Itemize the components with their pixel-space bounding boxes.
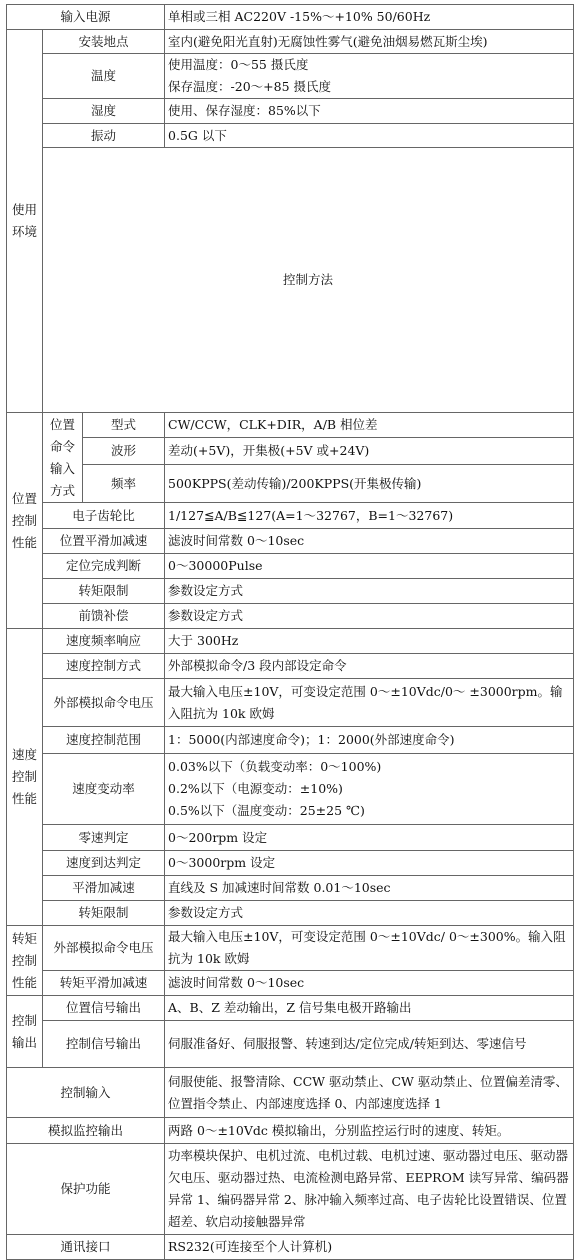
- label-torque-analog: 外部模拟命令电压: [43, 926, 165, 971]
- row-speed-range: [7, 727, 574, 754]
- value-speed-range: 1：5000(内部速度命令)；1：2000(外部速度命令): [165, 727, 574, 754]
- row-ctrl-signal: [7, 1021, 574, 1068]
- value-pos-complete: 0～30000Pulse: [165, 554, 574, 579]
- label-speed-torque-limit: 转矩限制: [43, 901, 165, 926]
- row-speed-mode: [7, 654, 574, 679]
- value-speed-reach: 0～3000rpm 设定: [165, 851, 574, 876]
- row-speed-torque-limit: [7, 901, 574, 926]
- label-speed-response: 速度频率响应: [43, 629, 165, 654]
- label-pos-type: 型式: [83, 413, 165, 438]
- row-ctrl-input: [7, 1068, 574, 1118]
- value-speed-smooth: 直线及 S 加减速时间常数 0.01～10sec: [165, 876, 574, 901]
- value-pos-wave: 差动(+5V)，开集极(+5V 或+24V): [165, 438, 574, 465]
- group-ctrl-output: 控制输出: [7, 996, 43, 1068]
- label-vibration: 振动: [43, 124, 165, 148]
- group-pos-cmd: 位置命令输入方式: [43, 413, 83, 503]
- value-pos-torque-limit: 参数设定方式: [165, 579, 574, 604]
- label-speed-reach: 速度到达判定: [43, 851, 165, 876]
- value-pos-feedforward: 参数设定方式: [165, 604, 574, 629]
- value-ctrl-input: 伺服使能、报警清除、CCW 驱动禁止、CW 驱动禁止、位置偏差清零、位置指令禁止、内部速度选择 0、内部速度选择 1: [165, 1068, 574, 1118]
- value-install: 室内(避免阳光直射)无腐蚀性雾气(避免油烟易燃瓦斯尘埃): [165, 30, 574, 54]
- value-pos-type: CW/CCW，CLK+DIR，A/B 相位差: [165, 413, 574, 438]
- group-env: 使用环境: [7, 30, 43, 413]
- row-pos-smooth: [7, 529, 574, 554]
- row-power: [7, 5, 574, 30]
- row-pos-type: [7, 413, 574, 438]
- row-speed-zero: [7, 825, 574, 851]
- value-monitor: 两路 0～±10Vdc 模拟输出，分别监控运行时的速度、转矩。: [165, 1118, 574, 1144]
- value-speed-analog: 最大输入电压±10V，可变设定范围 0～±10Vdc/0～ ±3000rpm。输入阻抗为 10k 欧姆: [165, 679, 574, 727]
- row-vibration: [7, 124, 574, 148]
- value-torque-smooth: 滤波时间常数 0～10sec: [165, 971, 574, 996]
- label-pos-smooth: 位置平滑加减速: [43, 529, 165, 554]
- variation-line-1: 0.03%以下（负载变动率：0～100%): [168, 759, 382, 774]
- row-install: [7, 30, 574, 54]
- row-pos-complete: [7, 554, 574, 579]
- row-protection: [7, 1144, 574, 1235]
- row-pos-gear: [7, 503, 574, 529]
- row-pos-torque-limit: [7, 579, 574, 604]
- value-protection: 功率模块保护、电机过流、电机过载、电机过速、驱动器过电压、驱动器欠电压、驱动器过热、电流检测电路异常、EEPROM 读写异常、编码器异常 1、编码器异常 2、脉冲输入频率过高、电子齿轮比设置错误、位置超差、软启动接触器异常: [165, 1144, 574, 1235]
- row-speed-reach: [7, 851, 574, 876]
- row-speed-smooth: [7, 876, 574, 901]
- label-monitor: 模拟监控输出: [7, 1118, 165, 1144]
- value-temp: [165, 54, 574, 99]
- label-pos-signal: 位置信号输出: [43, 996, 165, 1021]
- row-speed-variation: [7, 754, 574, 825]
- label-ctrl-signal: 控制信号输出: [43, 1021, 165, 1068]
- row-speed-analog: [7, 679, 574, 727]
- value-speed-torque-limit: 参数设定方式: [165, 901, 574, 926]
- row-pos-signal: [7, 996, 574, 1021]
- group-position: 位置控制性能: [7, 413, 43, 629]
- value-vibration: 0.5G 以下: [165, 124, 574, 148]
- value-speed-variation: [165, 754, 574, 825]
- value-comm: RS232(可连接至个人计算机): [165, 1235, 574, 1260]
- label-speed-analog: 外部模拟命令电压: [43, 679, 165, 727]
- row-monitor: [7, 1118, 574, 1144]
- label-install: 安装地点: [43, 30, 165, 54]
- label-speed-variation: 速度变动率: [43, 754, 165, 825]
- value-speed-response: 大于 300Hz: [165, 629, 574, 654]
- label-power: 输入电源: [7, 5, 165, 30]
- row-control-method: [7, 148, 574, 413]
- label-ctrl-input: 控制输入: [7, 1068, 165, 1118]
- label-speed-smooth: 平滑加减速: [43, 876, 165, 901]
- row-humidity: [7, 99, 574, 124]
- row-torque-smooth: [7, 971, 574, 996]
- label-comm: 通讯接口: [7, 1235, 165, 1260]
- value-pos-freq: 500KPPS(差动传输)/200KPPS(开集极传输): [165, 465, 574, 503]
- label-torque-smooth: 转矩平滑加减速: [43, 971, 165, 996]
- row-pos-freq: [7, 465, 574, 503]
- label-pos-freq: 频率: [83, 465, 165, 503]
- value-speed-mode: 外部模拟命令/3 段内部设定命令: [165, 654, 574, 679]
- variation-line-2: 0.2%以下（电源变动：±10%): [168, 781, 343, 796]
- row-torque-analog: [7, 926, 574, 971]
- value-power: 单相或三相 AC220V -15%～+10% 50/60Hz: [165, 5, 574, 30]
- label-control-method: 控制方法: [43, 148, 574, 413]
- row-pos-feedforward: [7, 604, 574, 629]
- label-protection: 保护功能: [7, 1144, 165, 1235]
- row-speed-response: [7, 629, 574, 654]
- group-torque: 转矩控制性能: [7, 926, 43, 996]
- value-ctrl-signal: 伺服准备好、伺服报警、转速到达/定位完成/转矩到达、零速信号: [165, 1021, 574, 1068]
- label-pos-torque-limit: 转矩限制: [43, 579, 165, 604]
- label-pos-complete: 定位完成判断: [43, 554, 165, 579]
- value-pos-smooth: 滤波时间常数 0～10sec: [165, 529, 574, 554]
- row-temp: [7, 54, 574, 99]
- value-humidity: 使用、保存湿度：85%以下: [165, 99, 574, 124]
- group-speed: 速度控制性能: [7, 629, 43, 926]
- label-speed-range: 速度控制范围: [43, 727, 165, 754]
- value-pos-gear: 1/127≦A/B≦127(A=1～32767，B=1～32767): [165, 503, 574, 529]
- label-pos-wave: 波形: [83, 438, 165, 465]
- label-temp: 温度: [43, 54, 165, 99]
- temp-line-1: 使用温度：0～55 摄氏度: [168, 57, 309, 72]
- label-speed-zero: 零速判定: [43, 825, 165, 851]
- temp-line-2: 保存温度：-20～+85 摄氏度: [168, 79, 331, 94]
- value-pos-signal: A、B、Z 差动输出，Z 信号集电极开路输出: [165, 996, 574, 1021]
- label-humidity: 湿度: [43, 99, 165, 124]
- value-torque-analog: 最大输入电压±10V，可变设定范围 0～±10Vdc/ 0～±300%。输入阻抗为 10k 欧姆: [165, 926, 574, 971]
- variation-line-3: 0.5%以下（温度变动：25±25 ℃): [168, 803, 365, 818]
- row-pos-wave: [7, 438, 574, 465]
- value-speed-zero: 0～200rpm 设定: [165, 825, 574, 851]
- label-pos-feedforward: 前馈补偿: [43, 604, 165, 629]
- row-comm: [7, 1235, 574, 1260]
- spec-table: [6, 4, 574, 1260]
- label-speed-mode: 速度控制方式: [43, 654, 165, 679]
- label-pos-gear: 电子齿轮比: [43, 503, 165, 529]
